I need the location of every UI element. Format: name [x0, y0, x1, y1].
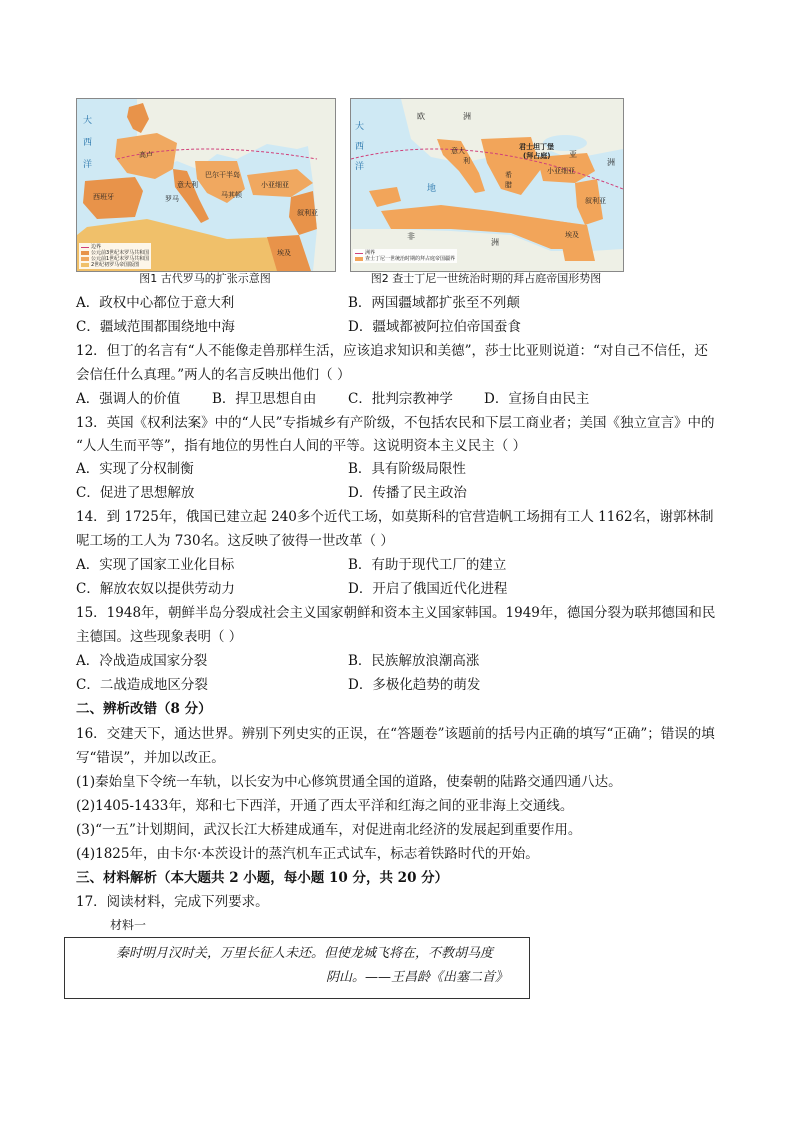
label-atlantic-1: 大: [83, 116, 93, 126]
q16-stem-line2: 写“错误”，并加以改正。: [76, 750, 225, 766]
q12-stem-line1: 12．但丁的名言有“人不能像走兽那样生活，应该追求知识和美德”，莎士比亚则说道：“对自己不信任，还: [76, 343, 708, 359]
label-egypt: 埃及: [565, 231, 579, 239]
q15-option-a[interactable]: A．冷战造成国家分裂: [76, 653, 208, 669]
q12-stem-line2: 会信任什么真理。”两人的名言反映出他们（ ）: [76, 367, 351, 383]
q15-option-d[interactable]: D．多极化趋势的萌发: [348, 677, 481, 693]
q13-option-d[interactable]: D．传播了民主政治: [348, 485, 467, 501]
map1-legend-item: 公元前3世纪末罗马共和国: [91, 250, 150, 256]
q14-stem-line2: 呢工场的工人为 730名。这反映了彼得一世改革（ ）: [76, 533, 394, 549]
material-1-label: 材料一: [110, 918, 147, 932]
map1-legend-item: 公元前1世纪末罗马共和国: [91, 256, 150, 262]
q16-item-2: (2)1405-1433年，郑和七下西洋，开通了西太平洋和红海之间的亚非海上交通线。: [76, 798, 574, 814]
poem-line-2: 阴山。——王昌龄《出塞二首》: [326, 970, 509, 985]
label-balkans: 巴尔干半岛: [205, 171, 240, 179]
map2-legend: [353, 249, 457, 263]
label-italy-2: 利: [463, 157, 470, 165]
label-atlantic-3: 洋: [355, 162, 365, 172]
map1-legend-item: 2世纪初罗马帝国版图: [91, 262, 140, 268]
label-macedonia: 马其顿: [221, 191, 242, 199]
q15-option-b[interactable]: B．民族解放浪潮高涨: [348, 653, 480, 669]
poem-line-1: 秦时明月汉时关，万里长征人未还。但使龙城飞将在，不教胡马度: [116, 946, 494, 961]
label-asia-minor: 小亚细亚: [261, 181, 289, 189]
label-rome: 罗马: [165, 195, 179, 203]
q16-stem-line1: 16．交建天下，通达世界。辨别下列史实的正误，在“答题卷”该题前的括号内正确的填写“正确”；错误的填: [76, 726, 715, 742]
q12-option-a[interactable]: A．强调人的价值: [76, 391, 181, 407]
label-asia-minor: 小亚细亚: [547, 167, 575, 175]
q16-item-1: (1)秦始皇下令统一车轨，以长安为中心修筑贯通全国的道路，使秦朝的陆路交通四通八达。: [76, 774, 622, 790]
q15-stem-line2: 主德国。这些现象表明（ ）: [76, 629, 243, 645]
q17-stem: 17．阅读材料，完成下列要求。: [76, 894, 269, 910]
label-italy-1: 意大: [451, 147, 465, 155]
label-spain: 西班牙: [93, 193, 114, 201]
q13-option-c[interactable]: C．促进了思想解放: [76, 485, 195, 501]
label-syria: 叙利亚: [297, 209, 318, 217]
byzantine-map-image: [351, 99, 623, 271]
label-africa-2: 洲: [491, 238, 499, 247]
map2-legend-item: 洲界: [365, 250, 376, 256]
q14-option-b[interactable]: B．有助于现代工厂的建立: [348, 557, 507, 573]
q13-option-b[interactable]: B．具有阶级局限性: [348, 461, 466, 477]
q11-option-a[interactable]: A．政权中心都位于意大利: [76, 295, 235, 311]
map1-caption: 图1 古代罗马的扩张示意图: [139, 272, 271, 285]
q16-item-3: (3)“一五”计划期间，武汉长江大桥建成通车，对促进南北经济的发展起到重要作用。: [76, 822, 582, 838]
map1-legend: [79, 243, 151, 269]
label-egypt: 埃及: [277, 249, 291, 257]
map1-legend-item: 边界: [91, 244, 102, 250]
label-europe-1: 欧: [417, 112, 425, 121]
q11-option-c[interactable]: C．疆域范围都围绕地中海: [76, 319, 235, 335]
q16-item-4: (4)1825年，由卡尔·本茨设计的蒸汽机车正式试车，标志着铁路时代的开始。: [76, 846, 539, 862]
label-byzantium: (拜占庭): [523, 152, 551, 160]
q15-option-c[interactable]: C．二战造成地区分裂: [76, 677, 208, 693]
label-greece-2: 腊: [505, 181, 512, 189]
q13-stem-line1: 13．英国《权利法案》中的“人民”专指城乡有产阶级，不包括农民和下层工商业者；美国《独立宣言》中的: [76, 415, 715, 431]
map-ancient-rome: [76, 98, 336, 272]
q13-option-a[interactable]: A．实现了分权制衡: [76, 461, 194, 477]
label-constantinople: 君士坦丁堡: [519, 143, 554, 151]
label-atlantic-3: 洋: [83, 160, 93, 170]
label-greece-1: 希: [505, 171, 512, 179]
q15-stem-line1: 15．1948年，朝鲜半岛分裂成社会主义国家朝鲜和资本主义国家韩国。1949年，德国分裂为联邦德国和民: [76, 605, 716, 621]
label-atlantic-2: 西: [83, 138, 93, 148]
label-europe-2: 洲: [463, 112, 471, 121]
q13-stem-line2: “人人生而平等”，指有地位的男性白人间的平等。这说明资本主义民主（ ）: [76, 438, 527, 454]
q14-option-a[interactable]: A．实现了国家工业化目标: [76, 557, 235, 573]
label-asia-2: 洲: [607, 158, 615, 167]
label-asia-1: 亚: [569, 150, 577, 159]
map2-legend-item: 查士丁尼一世统治时期的拜占庭帝国疆界: [365, 256, 456, 262]
q14-option-d[interactable]: D．开启了俄国近代化进程: [348, 581, 508, 597]
label-atlantic-1: 大: [355, 122, 365, 132]
label-syria: 叙利亚: [585, 197, 606, 205]
q12-option-c[interactable]: C．批判宗教神学: [348, 391, 453, 407]
label-atlantic-2: 西: [355, 142, 365, 152]
map-byzantine: [350, 98, 624, 272]
q12-option-d[interactable]: D．宣扬自由民主: [484, 391, 590, 407]
label-italy: 意大利: [177, 181, 198, 189]
section2-heading: 二、辨析改错（8 分）: [76, 701, 212, 717]
section3-heading: 三、材料解析（本大题共 2 小题，每小题 10 分，共 20 分）: [76, 870, 449, 886]
q11-option-b[interactable]: B．两国疆域都扩张至不列颠: [348, 295, 520, 311]
label-mediterranean: 地: [427, 184, 437, 194]
q14-stem-line1: 14．到 1725年，俄国已建立起 240多个近代工场，如莫斯科的官营造帆工场拥有工人 1162名，谢郭林制: [76, 509, 714, 525]
map2-caption: 图2 查士丁尼一世统治时期的拜占庭帝国形势图: [370, 272, 602, 285]
q12-option-b[interactable]: B．捍卫思想自由: [212, 391, 317, 407]
label-gaul: 高卢: [139, 151, 153, 159]
q11-option-d[interactable]: D．疆域都被阿拉伯帝国蚕食: [348, 319, 521, 335]
q14-option-c[interactable]: C．解放农奴以提供劳动力: [76, 581, 235, 597]
label-africa-1: 非: [407, 232, 415, 241]
